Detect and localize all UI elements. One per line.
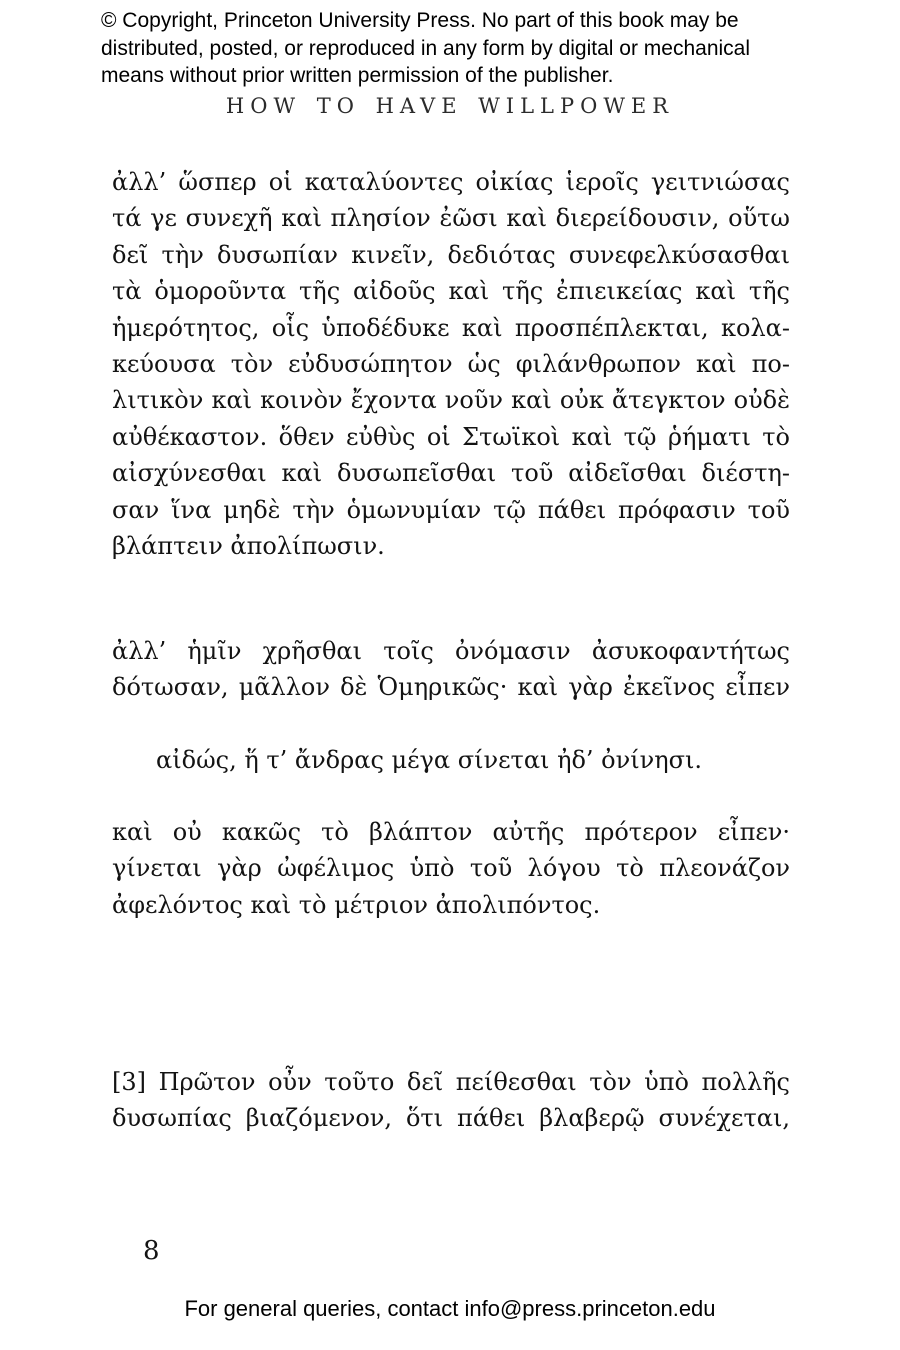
greek-paragraph-1 [112,164,790,564]
greek-line: σαν ἵνα μηδὲ τὴν ὁμωνυμίαν τῷ πάθει πρόφασιν τοῦ [112,495,790,524]
greek-paragraph-2 [112,633,790,706]
greek-line: ἡμερότητος, οἷς ὑποδέδυκε καὶ προσπέπλεκται, κολα- [112,313,790,342]
greek-line: ἀφελόντος καὶ τὸ μέτριον ἀπολιπόντος. [112,890,601,919]
greek-line: δυσωπίας βιαζόμενον, ὅτι πάθει βλαβερῷ συνέχεται, [112,1104,790,1133]
greek-line: βλάπτειν ἀπολίπωσιν. [112,532,385,561]
greek-line: κεύουσα τὸν εὐδυσώπητον ὡς φιλάνθρωπον καὶ πο- [112,350,790,379]
greek-line: γίνεται γὰρ ὠφέλιμος ὑπὸ τοῦ λόγου τὸ πλεονάζον [112,854,790,883]
greek-line: καὶ οὐ κακῶς τὸ βλάπτον αὐτῆς πρότερον εἶπεν· [112,818,790,846]
copyright-notice [101,7,861,90]
verse-quote: αἰδώς, ἥ τ’ ἄνδρας μέγα σίνεται ἠδ’ ὀνίνησι. [156,746,702,774]
page-number: 8 [143,1236,160,1266]
footer-contact: For general queries, contact info@press.princeton.edu [184,1296,716,1321]
greek-line: αἰσχύνεσθαι καὶ δυσωπεῖσθαι τοῦ αἰδεῖσθαι διέστη- [112,459,790,488]
greek-paragraph-4 [112,1064,790,1137]
greek-line: τὰ ὁμοροῦντα τῆς αἰδοῦς καὶ τῆς ἐπιεικείας καὶ τῆς [112,277,790,306]
greek-line: [3] Πρῶτον οὖν τοῦτο δεῖ πείθεσθαι τὸν ὑπὸ πολλῆς [112,1068,790,1096]
greek-line: δότωσαν, μᾶλλον δὲ Ὁμηρικῶς· καὶ γὰρ ἐκεῖνος εἶπεν [112,673,790,702]
greek-paragraph-3 [112,814,790,923]
greek-line: αὐθέκαστον. ὅθεν εὐθὺς οἱ Στωϊκοὶ καὶ τῷ ῥήματι τὸ [112,422,790,451]
copyright-line-2: distributed, posted, or reproduced in any form by digital or mechanical [101,36,751,60]
greek-line: τά γε συνεχῆ καὶ πλησίον ἐῶσι καὶ διερείδουσιν, οὕτω [112,204,790,233]
greek-line: λιτικὸν καὶ κοινὸν ἔχοντα νοῦν καὶ οὐκ ἄτεγκτον οὐδὲ [112,386,790,415]
running-head: HOW TO HAVE WILLPOWER [225,94,675,118]
copyright-line-3: means without prior written permission of the publisher. [101,64,614,88]
greek-line: δεῖ τὴν δυσωπίαν κινεῖν, δεδιότας συνεφελκύσασθαι [112,240,790,269]
greek-line: ἀλλ’ ὥσπερ οἱ καταλύοντες οἰκίας ἱεροῖς γειτνιώσας [112,168,790,196]
copyright-line-1: © Copyright, Princeton University Press. No part of this book may be [101,9,739,32]
greek-line: ἀλλ’ ἡμῖν χρῆσθαι τοῖς ὀνόμασιν ἀσυκοφαντήτως [112,637,790,665]
